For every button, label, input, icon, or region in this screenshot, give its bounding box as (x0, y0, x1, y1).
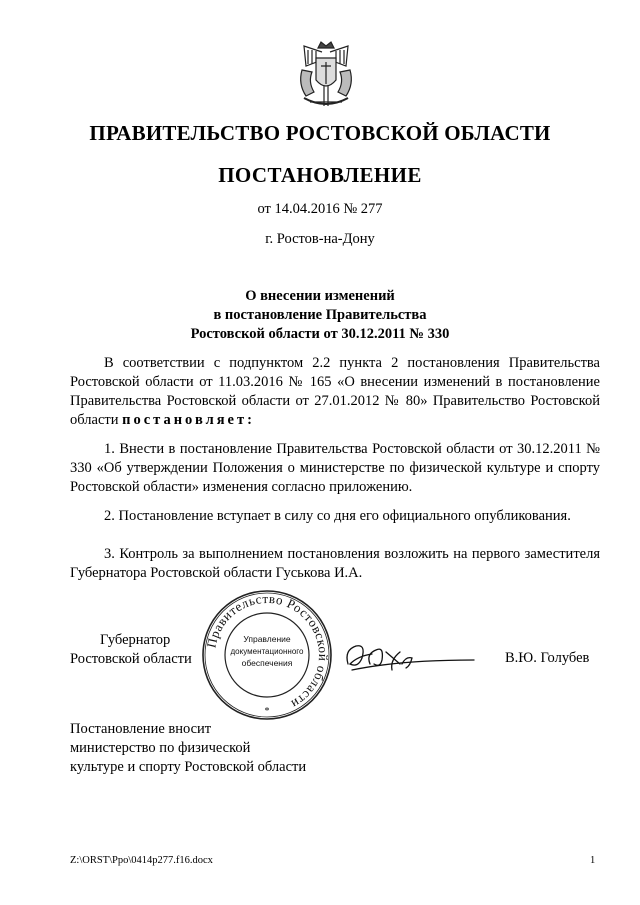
footer-file-path: Z:\ORST\Ppo\0414p277.f16.docx (70, 855, 213, 866)
note-line-1: Постановление вносит (70, 721, 212, 737)
coat-of-arms-icon (294, 40, 358, 112)
signatory-name: В.Ю. Голубев (505, 650, 590, 666)
document-subject (0, 287, 640, 344)
organization-title: ПРАВИТЕЛЬСТВО РОСТОВСКОЙ ОБЛАСТИ (89, 121, 551, 145)
clause-3: 3. Контроль за выполнением постановления возложить на первого заместителя Губернатора Ростовской области Гуськова И.А. (70, 546, 600, 581)
official-seal (200, 588, 334, 722)
seal-star: * (264, 706, 270, 717)
preamble-text: В соответствии с подпунктом 2.2 пункта 2 постановления Правительства Ростовской области от 11.03.2016 № 165 «О внесении изменений в постановление Правительства Ростовской области от 27.01.2012 № 80» Правительство Ростовской области (70, 355, 600, 428)
signatory-title-line-1: Губернатор (100, 632, 171, 648)
subject-line-2: в постановление Правительства (213, 307, 427, 323)
seal-ring-text: Правительство Ростовской области (203, 590, 332, 713)
note-line-3: культуре и спорту Ростовской области (70, 759, 307, 775)
submitted-by-note (70, 720, 306, 777)
seal-inner-line-1: Управление (243, 634, 291, 644)
decree-word: постановляет: (122, 412, 255, 428)
signatory-title-line-2: Ростовской области (70, 651, 192, 667)
subject-line-1: О внесении изменений (245, 288, 395, 304)
seal-inner-line-3: обеспечения (241, 658, 293, 668)
footer-page-number: 1 (590, 855, 596, 866)
document-city: г. Ростов-на-Дону (265, 231, 375, 247)
handwritten-signature (340, 634, 480, 678)
note-line-2: министерство по физической (70, 740, 251, 756)
clause-1: 1. Внести в постановление Правительства Ростовской области от 30.12.2011 № 330 «Об утверждении Положения о министерстве по физической культуре и спорту Ростовской области» изменения согласно приложению. (70, 441, 600, 495)
subject-line-3: Ростовской области от 30.12.2011 № 330 (190, 326, 450, 342)
preamble-paragraph (70, 354, 600, 430)
clause-2: 2. Постановление вступает в силу со дня его официального опубликования. (104, 508, 571, 524)
document-date-number: от 14.04.2016 № 277 (257, 201, 383, 217)
document-type: ПОСТАНОВЛЕНИЕ (218, 163, 422, 187)
signatory-title (70, 631, 210, 669)
seal-inner-line-2: документационного (230, 647, 304, 656)
